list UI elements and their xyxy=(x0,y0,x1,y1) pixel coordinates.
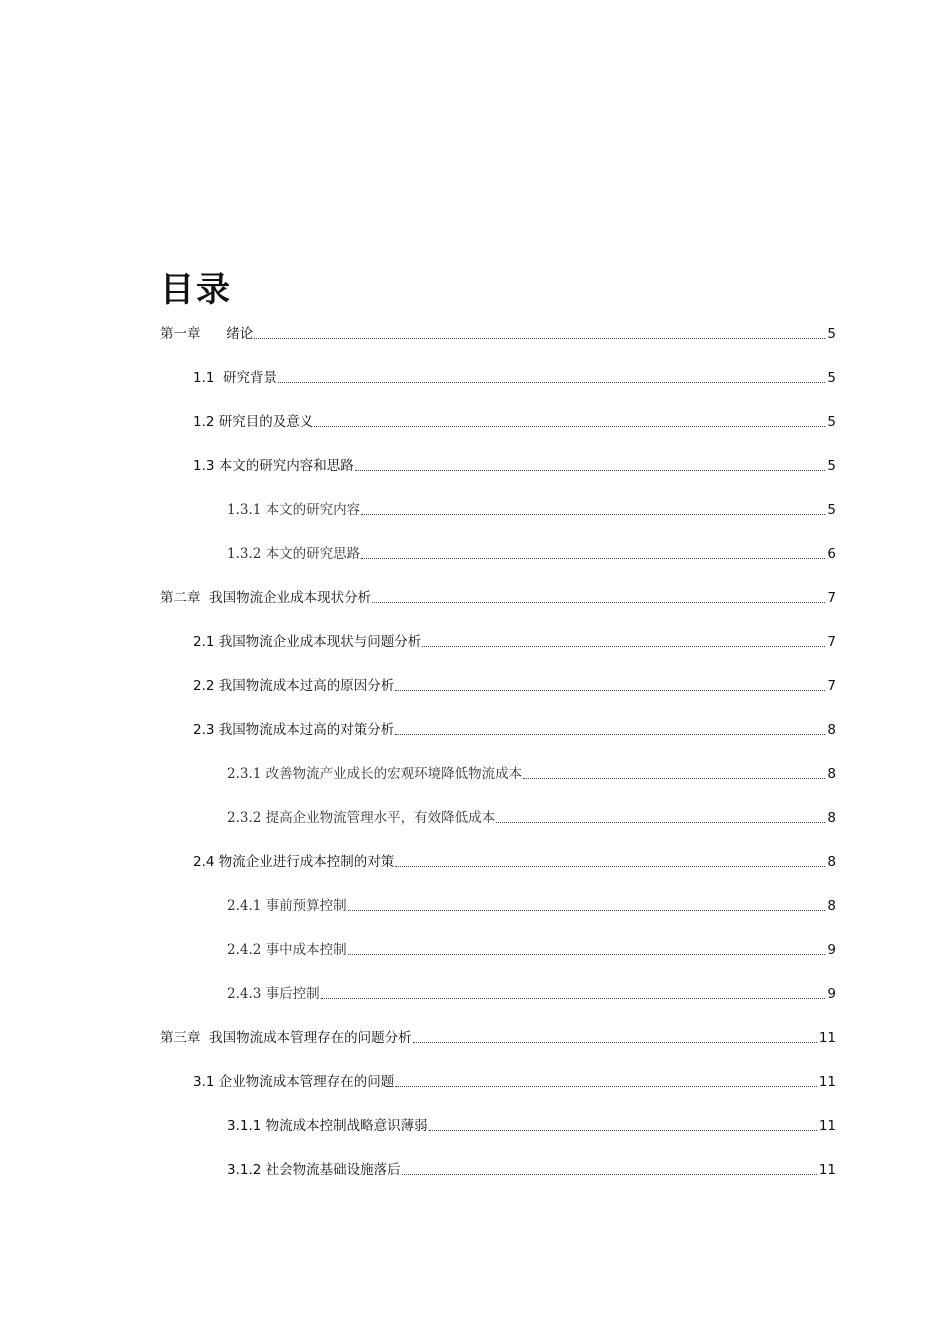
toc-entry-page: 5 xyxy=(827,502,836,518)
dot-leader xyxy=(422,646,825,647)
toc-entry-label: 3.1.2 社会物流基础设施落后 xyxy=(227,1162,401,1178)
toc-entry-2-1[interactable] xyxy=(193,626,836,652)
toc-entry-1-3[interactable] xyxy=(193,450,836,476)
toc-entry-page: 6 xyxy=(827,546,836,562)
toc-entry-page: 5 xyxy=(827,458,836,474)
toc-entry-label: 3.1.1 物流成本控制战略意识薄弱 xyxy=(227,1118,428,1134)
toc-entry-chapter-3[interactable] xyxy=(160,1022,836,1048)
dot-leader xyxy=(278,382,825,383)
toc-entry-2-3-1[interactable] xyxy=(227,758,836,784)
dot-leader xyxy=(361,514,825,515)
toc-entry-page: 8 xyxy=(827,810,836,826)
toc-entry-page: 5 xyxy=(827,370,836,386)
toc-entry-label: 2.4.2 事中成本控制 xyxy=(227,942,347,958)
toc-entry-chapter-2[interactable] xyxy=(160,582,836,608)
toc-entry-1-1[interactable] xyxy=(193,362,836,388)
toc-entry-3-1-2[interactable] xyxy=(227,1154,836,1180)
dot-leader xyxy=(429,1130,817,1131)
toc-entry-3-1-1[interactable] xyxy=(227,1110,836,1136)
toc-entry-page: 9 xyxy=(827,986,836,1002)
toc-entry-label: 2.3.2 提高企业物流管理水平，有效降低成本 xyxy=(227,810,496,826)
dot-leader xyxy=(402,1174,817,1175)
toc-entry-page: 9 xyxy=(827,942,836,958)
dot-leader xyxy=(348,910,826,911)
toc-entry-label: 2.1 我国物流企业成本现状与问题分析 xyxy=(193,634,422,650)
toc-entry-page: 11 xyxy=(818,1030,836,1046)
toc-entry-page: 7 xyxy=(827,634,836,650)
toc-entry-label: 第三章 我国物流成本管理存在的问题分析 xyxy=(160,1030,412,1046)
toc-entry-1-2[interactable] xyxy=(193,406,836,432)
toc-entry-1-3-1[interactable] xyxy=(227,494,836,520)
toc-entry-page: 5 xyxy=(827,414,836,430)
toc-entry-2-4-2[interactable] xyxy=(227,934,836,960)
dot-leader xyxy=(361,558,825,559)
toc-entry-2-3-2[interactable] xyxy=(227,802,836,828)
toc-entry-3-1[interactable] xyxy=(193,1066,836,1092)
toc-entry-2-4[interactable] xyxy=(193,846,836,872)
toc-entry-label: 1.3.2 本文的研究思路 xyxy=(227,546,361,562)
dot-leader xyxy=(372,602,825,603)
toc-entry-page: 7 xyxy=(827,590,836,606)
toc-entry-page: 8 xyxy=(827,898,836,914)
dot-leader xyxy=(348,954,826,955)
dot-leader xyxy=(413,1042,817,1043)
dot-leader xyxy=(395,734,825,735)
dot-leader xyxy=(395,690,825,691)
toc-entry-page: 7 xyxy=(827,678,836,694)
toc-entry-page: 5 xyxy=(827,326,836,342)
toc-entry-label: 1.3.1 本文的研究内容 xyxy=(227,502,361,518)
toc-entry-2-4-1[interactable] xyxy=(227,890,836,916)
toc-entry-2-2[interactable] xyxy=(193,670,836,696)
toc-entry-page: 8 xyxy=(827,854,836,870)
toc-entry-label: 第二章 我国物流企业成本现状分析 xyxy=(160,590,372,606)
toc-entry-label: 2.2 我国物流成本过高的原因分析 xyxy=(193,678,395,694)
toc-entry-label: 2.3.1 改善物流产业成长的宏观环境降低物流成本 xyxy=(227,766,523,782)
toc-entry-label: 2.4.3 事后控制 xyxy=(227,986,320,1002)
toc-entry-label: 第一章 绪论 xyxy=(160,326,254,342)
toc-entry-2-3[interactable] xyxy=(193,714,836,740)
toc-entry-label: 1.3 本文的研究内容和思路 xyxy=(193,458,354,474)
toc-entry-label: 2.4.1 事前预算控制 xyxy=(227,898,347,914)
dot-leader xyxy=(496,822,825,823)
dot-leader xyxy=(523,778,825,779)
toc-entry-label: 1.1 研究背景 xyxy=(193,370,278,386)
dot-leader xyxy=(395,866,825,867)
dot-leader xyxy=(395,1086,817,1087)
toc-entry-page: 11 xyxy=(818,1074,836,1090)
dot-leader xyxy=(355,470,826,471)
toc-entry-label: 1.2 研究目的及意义 xyxy=(193,414,314,430)
toc-entry-1-3-2[interactable] xyxy=(227,538,836,564)
dot-leader xyxy=(254,338,825,339)
toc-entry-page: 11 xyxy=(818,1162,836,1178)
toc-title: 目录 xyxy=(160,270,232,310)
dot-leader xyxy=(321,998,826,999)
toc-entry-page: 8 xyxy=(827,766,836,782)
toc-entry-label: 3.1 企业物流成本管理存在的问题 xyxy=(193,1074,395,1090)
toc-entry-page: 11 xyxy=(818,1118,836,1134)
toc-entry-chapter-1[interactable] xyxy=(160,318,836,344)
toc-entry-page: 8 xyxy=(827,722,836,738)
toc-entry-label: 2.4 物流企业进行成本控制的对策 xyxy=(193,854,395,870)
toc-entry-2-4-3[interactable] xyxy=(227,978,836,1004)
toc-entry-label: 2.3 我国物流成本过高的对策分析 xyxy=(193,722,395,738)
dot-leader xyxy=(314,426,825,427)
